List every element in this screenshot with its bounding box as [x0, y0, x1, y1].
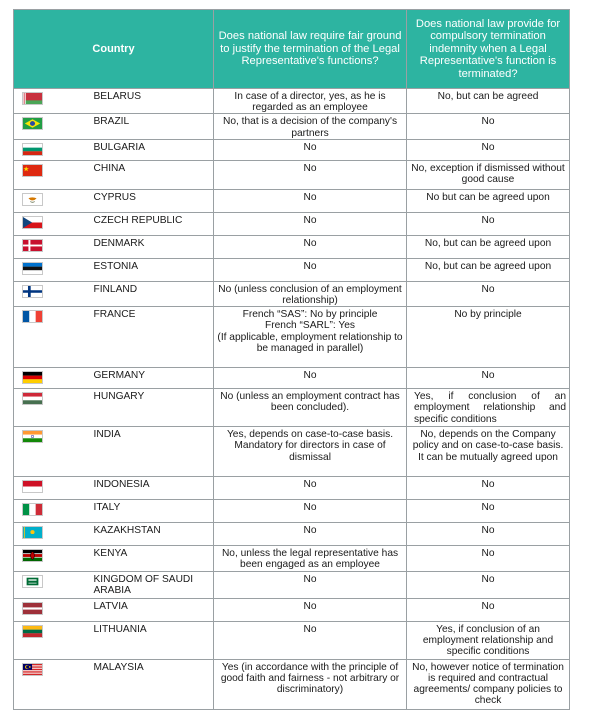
country-name: CHINA: [78, 160, 214, 189]
fair-ground-answer: No: [214, 500, 407, 523]
termination-indemnity-answer: Yes, if conclusion of an employment relationship and specific conditions: [407, 621, 570, 659]
table-row: [14, 571, 570, 598]
estonia-flag: [22, 262, 43, 275]
country-name: DENMARK: [78, 235, 214, 258]
belarus-flag: [22, 92, 43, 105]
termination-indemnity-answer: No: [407, 477, 570, 500]
country-name: INDIA: [78, 427, 214, 477]
saudi-arabia-flag: [22, 575, 43, 588]
termination-indemnity-answer: Yes, if conclusion of an employment relationship and specific conditions: [407, 389, 570, 427]
malaysia-flag: [22, 663, 43, 676]
country-name: BULGARIA: [78, 139, 214, 160]
brazil-flag: [22, 117, 43, 130]
country-name: GERMANY: [78, 368, 214, 389]
country-name: KAZAKHSTAN: [78, 523, 214, 546]
termination-indemnity-answer: No, but can be agreed upon: [407, 235, 570, 258]
fair-ground-answer: No: [214, 189, 407, 212]
table-row: [14, 212, 570, 235]
country-name: FRANCE: [78, 307, 214, 368]
country-name: LATVIA: [78, 598, 214, 621]
termination-indemnity-answer: No: [407, 212, 570, 235]
termination-indemnity-answer: No, but can be agreed: [407, 89, 570, 114]
country-name: HUNGARY: [78, 389, 214, 427]
flag-cell: [14, 281, 78, 306]
table-row: [14, 621, 570, 659]
flag-cell: [14, 139, 78, 160]
country-name: CZECH REPUBLIC: [78, 212, 214, 235]
country-name: LITHUANIA: [78, 621, 214, 659]
country-name: BRAZIL: [78, 114, 214, 139]
country-name: KINGDOM OF SAUDI ARABIA: [78, 571, 214, 598]
china-flag: [22, 164, 43, 177]
table-row: [14, 389, 570, 427]
termination-indemnity-answer: No: [407, 281, 570, 306]
flag-cell: [14, 89, 78, 114]
denmark-flag: [22, 239, 43, 252]
table-row: [14, 235, 570, 258]
fair-ground-answer: In case of a director, yes, as he is regarded as an employee: [214, 89, 407, 114]
italy-flag: [22, 503, 43, 516]
bulgaria-flag: [22, 143, 43, 156]
termination-indemnity-answer: No: [407, 523, 570, 546]
fair-ground-answer: No, that is a decision of the company's partners: [214, 114, 407, 139]
table-row: [14, 523, 570, 546]
flag-cell: [14, 571, 78, 598]
flag-cell: [14, 389, 78, 427]
flag-cell: [14, 546, 78, 571]
table-row: [14, 427, 570, 477]
flag-cell: [14, 368, 78, 389]
table-row: [14, 368, 570, 389]
cyprus-flag: [22, 193, 43, 206]
flag-cell: [14, 659, 78, 709]
country-name: CYPRUS: [78, 189, 214, 212]
fair-ground-answer: No: [214, 621, 407, 659]
termination-indemnity-answer: No but can be agreed upon: [407, 189, 570, 212]
table-row: [14, 160, 570, 189]
fair-ground-answer: No: [214, 160, 407, 189]
table-row: [14, 546, 570, 571]
kazakhstan-flag: [22, 526, 43, 539]
flag-cell: [14, 189, 78, 212]
flag-cell: [14, 160, 78, 189]
table-row: [14, 89, 570, 114]
flag-cell: [14, 212, 78, 235]
termination-indemnity-answer: No: [407, 500, 570, 523]
kenya-flag: [22, 549, 43, 562]
table-row: [14, 307, 570, 368]
flag-cell: [14, 114, 78, 139]
fair-ground-answer: No (unless conclusion of an employment relationship): [214, 281, 407, 306]
flag-cell: [14, 235, 78, 258]
termination-indemnity-answer: No, depends on the Company policy and on case-to-case basis. It can be mutually agreed upon: [407, 427, 570, 477]
flag-cell: [14, 258, 78, 281]
fair-ground-answer: No (unless an employment contract has been concluded).: [214, 389, 407, 427]
legal-representative-table: [13, 9, 570, 710]
table-row: [14, 139, 570, 160]
country-name: ESTONIA: [78, 258, 214, 281]
table-row: [14, 281, 570, 306]
country-name: ITALY: [78, 500, 214, 523]
fair-ground-answer: No: [214, 258, 407, 281]
flag-cell: [14, 307, 78, 368]
fair-ground-answer: No: [214, 523, 407, 546]
india-flag: [22, 430, 43, 443]
fair-ground-answer: No: [214, 477, 407, 500]
fair-ground-answer: No: [214, 139, 407, 160]
flag-cell: [14, 500, 78, 523]
termination-indemnity-answer: No: [407, 546, 570, 571]
termination-indemnity-answer: No: [407, 114, 570, 139]
country-name: MALAYSIA: [78, 659, 214, 709]
termination-indemnity-answer: No by principle: [407, 307, 570, 368]
fair-ground-column-header: Does national law require fair ground to justify the termination of the Legal Representative's functions?: [214, 10, 407, 89]
termination-indemnity-answer: No, but can be agreed upon: [407, 258, 570, 281]
germany-flag: [22, 371, 43, 384]
flag-cell: [14, 598, 78, 621]
flag-cell: [14, 621, 78, 659]
france-flag: [22, 310, 43, 323]
fair-ground-answer: No, unless the legal representative has been engaged as an employee: [214, 546, 407, 571]
flag-cell: [14, 523, 78, 546]
hungary-flag: [22, 392, 43, 405]
country-name: FINLAND: [78, 281, 214, 306]
fair-ground-answer: No: [214, 212, 407, 235]
termination-indemnity-answer: No, exception if dismissed without good cause: [407, 160, 570, 189]
table-row: [14, 598, 570, 621]
table-row: [14, 659, 570, 709]
country-name: INDONESIA: [78, 477, 214, 500]
fair-ground-answer: No: [214, 235, 407, 258]
flag-cell: [14, 477, 78, 500]
termination-indemnity-answer: No, however notice of termination is required and contractual agreements/ company policies to check: [407, 659, 570, 709]
fair-ground-answer: No: [214, 571, 407, 598]
country-name: BELARUS: [78, 89, 214, 114]
fair-ground-answer: French “SAS”: No by principle French “SARL”: Yes (If applicable, employment relationship to be managed in parallel): [214, 307, 407, 368]
flag-cell: [14, 427, 78, 477]
country-name: KENYA: [78, 546, 214, 571]
table-row: [14, 114, 570, 139]
lithuania-flag: [22, 625, 43, 638]
termination-indemnity-answer: No: [407, 598, 570, 621]
fair-ground-answer: No: [214, 598, 407, 621]
termination-indemnity-answer: No: [407, 139, 570, 160]
fair-ground-answer: Yes, depends on case-to-case basis. Mandatory for directors in case of dismissal: [214, 427, 407, 477]
table-row: [14, 189, 570, 212]
termination-indemnity-answer: No: [407, 571, 570, 598]
table-row: [14, 500, 570, 523]
fair-ground-answer: Yes (in accordance with the principle of good faith and fairness - not arbitrary or discriminatory): [214, 659, 407, 709]
termination-indemnity-answer: No: [407, 368, 570, 389]
table-row: [14, 258, 570, 281]
czech-republic-flag: [22, 216, 43, 229]
table-row: [14, 477, 570, 500]
finland-flag: [22, 285, 43, 298]
country-column-header: Country: [14, 10, 214, 89]
header-row: [14, 10, 570, 89]
termination-indemnity-column-header: Does national law provide for compulsory termination indemnity when a Legal Representative's function is terminated?: [407, 10, 570, 89]
indonesia-flag: [22, 480, 43, 493]
latvia-flag: [22, 602, 43, 615]
fair-ground-answer: No: [214, 368, 407, 389]
